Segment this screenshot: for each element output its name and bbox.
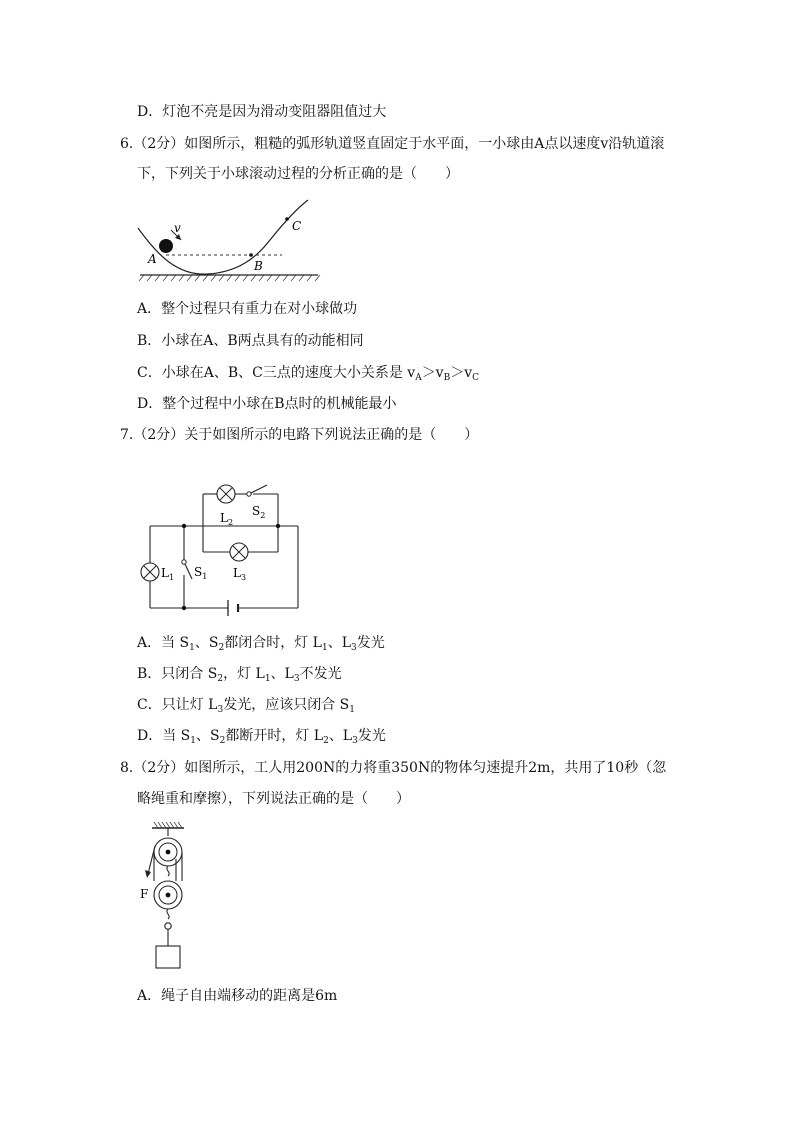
q6-option-b: B．小球在A、B两点具有的动能相同 xyxy=(137,333,364,349)
q7-option-b: B．只闭合 $S_2$，灯 $L_1$、$L_3$不发光 xyxy=(137,666,342,684)
q8-pulley-figure xyxy=(136,822,206,972)
label-s1: $S_1$ xyxy=(194,565,208,581)
q6-option-a: A．整个过程只有重力在对小球做功 xyxy=(137,301,358,317)
q7-stem: 7.（2分）关于如图所示的电路下列说法正确的是（ ） xyxy=(120,427,479,443)
q6-option-c: C．小球在A、B、C三点的速度大小关系是 $v_A>v_B>v_C$ xyxy=(137,365,480,383)
q7-option-d: D．当 $S_1$、$S_2$都断开时，灯 $L_2$、$L_3$发光 xyxy=(137,728,386,746)
fixed-pulley-icon xyxy=(154,838,182,866)
q7-option-a: A．当 $S_1$、$S_2$都闭合时，灯 $L_1$、$L_3$发光 xyxy=(137,635,385,653)
label-l3: $L_3$ xyxy=(233,566,247,582)
ground-hatch xyxy=(139,275,320,281)
label-a: A xyxy=(148,252,157,266)
label-l1: $L_1$ xyxy=(161,566,175,582)
q8-stem-line1: 8.（2分）如图所示，工人用200N的力将重350N的物体匀速提升2m，共用了10秒（忽 xyxy=(120,760,667,776)
point-b xyxy=(249,253,253,257)
label-s2: $S_2$ xyxy=(252,504,266,520)
label-b: B xyxy=(254,259,263,273)
weight-block xyxy=(156,946,180,968)
q7-circuit-figure xyxy=(130,480,310,620)
q6-track-figure xyxy=(130,198,330,288)
ceiling-hatch xyxy=(152,822,184,828)
label-v: v xyxy=(174,221,181,235)
label-f: F xyxy=(140,887,149,901)
movable-pulley-icon xyxy=(154,881,182,909)
battery-icon xyxy=(228,600,238,616)
q6-option-d: D．整个过程中小球在B点时的机械能最小 xyxy=(137,396,397,412)
label-c: C xyxy=(292,219,302,233)
lamp-l3-icon xyxy=(230,543,248,561)
label-l2: $L_2$ xyxy=(220,511,234,527)
q6-stem-line2: 下，下列关于小球滚动过程的分析正确的是（ ） xyxy=(137,166,459,182)
q8-stem-line2: 略绳重和摩擦），下列说法正确的是（ ） xyxy=(137,791,410,807)
q6-stem-line1: 6.（2分）如图所示，粗糙的弧形轨道竖直固定于水平面，一小球由A点以速度v沿轨道滚 xyxy=(120,136,665,152)
point-c xyxy=(285,217,289,221)
lamp-l1-icon xyxy=(141,563,159,581)
ball xyxy=(159,239,173,253)
lamp-l2-icon xyxy=(217,485,235,503)
q5-option-d: D．灯泡不亮是因为滑动变阻器阻值过大 xyxy=(137,104,387,120)
arc-track xyxy=(138,200,308,274)
switch-s1-icon xyxy=(182,560,192,579)
q8-option-a: A．绳子自由端移动的距离是6m xyxy=(137,988,338,1004)
force-arrowhead xyxy=(145,870,151,878)
q7-option-c: C．只让灯 $L_3$发光，应该只闭合 $S_1$ xyxy=(137,697,355,715)
